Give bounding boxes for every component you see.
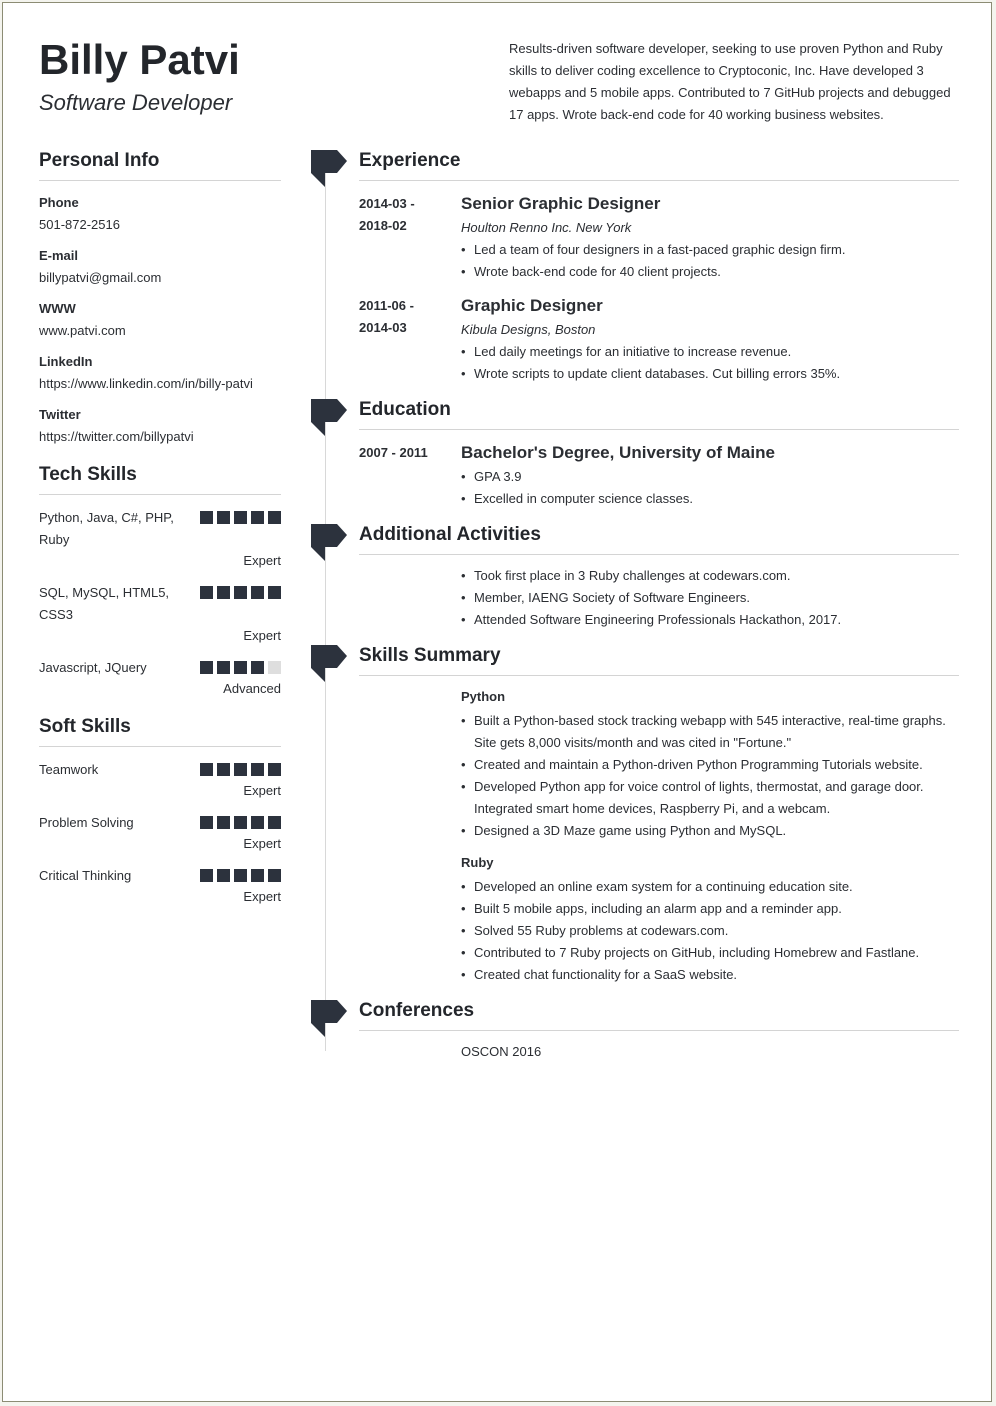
skill-level: Expert (243, 889, 281, 904)
skill-rating (200, 816, 281, 829)
skill-name: Python, Java, C#, PHP, Ruby (39, 510, 174, 547)
skill-name: Teamwork (39, 762, 99, 777)
soft-skills-heading: Soft Skills (39, 714, 281, 747)
skill-level: Expert (243, 553, 281, 568)
experience-section (359, 148, 959, 385)
bullet-item: • Took first place in 3 Ruby challenges at codewars.com. (461, 565, 959, 587)
conferences-heading: Conferences (359, 998, 959, 1031)
bullet-item: • Solved 55 Ruby problems at codewars.com. (461, 920, 959, 942)
skill-item (39, 582, 281, 645)
entry-company: Houlton Renno Inc. New York (461, 220, 632, 235)
rating-dot-filled (217, 586, 230, 599)
rating-dot-filled (251, 586, 264, 599)
soft-skills-section (39, 714, 281, 906)
entry-bullets (461, 341, 959, 385)
skill-rating (200, 586, 281, 599)
education-section (359, 397, 959, 510)
bullet-item: • Created and maintain a Python-driven Python Programming Tutorials website. (461, 754, 959, 776)
bullet-item: • Developed Python app for voice control of lights, thermostat, and garage door. Integrated smart home devices, Raspberry Pi, and a webcam. (461, 776, 959, 820)
rating-dot-filled (268, 763, 281, 776)
info-label: Twitter (39, 407, 81, 422)
info-label: Phone (39, 195, 79, 210)
rating-dot-empty (268, 661, 281, 674)
skill-name: Critical Thinking (39, 868, 132, 883)
skill-item (39, 657, 281, 698)
entry-title: Senior Graphic Designer (461, 194, 661, 213)
education-entry (359, 442, 959, 510)
rating-dot-filled (200, 763, 213, 776)
skill-item (39, 759, 281, 800)
info-label: LinkedIn (39, 354, 93, 369)
skill-rating (200, 869, 281, 882)
bullet-item: • Led daily meetings for an initiative to increase revenue. (461, 341, 959, 363)
info-item-twitter (39, 406, 281, 446)
skills-summary-section (359, 643, 959, 986)
bullet-item: • Built a Python-based stock tracking webapp with 545 interactive, real-time graphs. Site gets 8,000 visits/month and was cited in "Fortune." (461, 710, 959, 754)
linkedin-value: https://www.linkedin.com/in/billy-patvi (39, 376, 253, 391)
skill-name: SQL, MySQL, HTML5, CSS3 (39, 585, 170, 622)
entry-dates: 2011-06 - 2014-03 (359, 298, 414, 335)
info-label: E-mail (39, 248, 79, 263)
bullet-item: • Wrote back-end code for 40 client projects. (461, 261, 959, 283)
rating-dot-filled (200, 661, 213, 674)
entry-company: Kibula Designs, Boston (461, 322, 596, 337)
info-item-www (39, 300, 281, 340)
skill-level: Expert (243, 783, 281, 798)
info-item-email (39, 247, 281, 287)
rating-dot-filled (251, 661, 264, 674)
activities-heading: Additional Activities (359, 522, 959, 555)
rating-dot-filled (268, 511, 281, 524)
bullet-item: • Developed an online exam system for a continuing education site. (461, 876, 959, 898)
bullet-item: • Designed a 3D Maze game using Python and MySQL. (461, 820, 959, 842)
personal-info-section (39, 148, 281, 446)
section-flag-icon (311, 399, 347, 437)
job-title: Software Developer (39, 90, 233, 115)
rating-dot-filled (268, 816, 281, 829)
section-flag-icon (311, 1000, 347, 1038)
skill-rating (200, 763, 281, 776)
rating-dot-filled (200, 816, 213, 829)
rating-dot-filled (217, 763, 230, 776)
skill-group-bullets (461, 876, 959, 986)
entry-bullets (461, 239, 959, 283)
skill-name: Problem Solving (39, 815, 134, 830)
section-flag-icon (311, 645, 347, 683)
conferences-section (359, 998, 959, 1063)
bullet-item: • Excelled in computer science classes. (461, 488, 959, 510)
tech-skills-heading: Tech Skills (39, 462, 281, 495)
skill-item (39, 812, 281, 853)
rating-dot-filled (234, 816, 247, 829)
entry-dates: 2014-03 - 2018-02 (359, 196, 415, 233)
skill-rating (200, 511, 281, 524)
rating-dot-filled (217, 661, 230, 674)
experience-entry (359, 295, 959, 385)
rating-dot-filled (234, 763, 247, 776)
experience-heading: Experience (359, 148, 959, 181)
summary-paragraph: Results-driven software developer, seeking to use proven Python and Ruby skills to deliver coding excellence to Cryptoconic, Inc. Have developed 3 webapps and 5 mobile apps. Contributed to 7 GitHub projects and debugged 17 apps. Wrote back-end code for 40 working business websites. (509, 41, 951, 122)
rating-dot-filled (217, 511, 230, 524)
experience-entry (359, 193, 959, 283)
twitter-value: https://twitter.com/billypatvi (39, 429, 194, 444)
skill-item (39, 507, 281, 570)
candidate-name: Billy Patvi (39, 36, 240, 83)
info-item-phone (39, 194, 281, 234)
rating-dot-filled (217, 816, 230, 829)
entry-title: Bachelor's Degree, University of Maine (461, 443, 775, 462)
right-column (359, 148, 959, 1063)
bullet-item: • Attended Software Engineering Professionals Hackathon, 2017. (461, 609, 959, 631)
bullet-item: • GPA 3.9 (461, 466, 959, 488)
section-flag-icon (311, 524, 347, 562)
activities-section (359, 522, 959, 631)
skill-rating (200, 661, 281, 674)
bullet-item: • Led a team of four designers in a fast-paced graphic design firm. (461, 239, 959, 261)
section-flag-icon (311, 150, 347, 188)
rating-dot-filled (251, 511, 264, 524)
rating-dot-filled (217, 869, 230, 882)
rating-dot-filled (251, 869, 264, 882)
skill-level: Expert (243, 628, 281, 643)
skill-item (39, 865, 281, 906)
rating-dot-filled (234, 869, 247, 882)
education-heading: Education (359, 397, 959, 430)
left-column (39, 148, 281, 906)
bullet-item: • Contributed to 7 Ruby projects on GitHub, including Homebrew and Fastlane. (461, 942, 959, 964)
rating-dot-filled (234, 661, 247, 674)
rating-dot-filled (268, 869, 281, 882)
rating-dot-filled (234, 586, 247, 599)
website-value: www.patvi.com (39, 323, 126, 338)
resume-page (2, 2, 992, 1402)
skill-group-title: Ruby (461, 855, 494, 870)
bullet-item: • Member, IAENG Society of Software Engineers. (461, 587, 959, 609)
bullet-item: • Created chat functionality for a SaaS website. (461, 964, 959, 986)
entry-dates: 2007 - 2011 (359, 445, 428, 460)
rating-dot-filled (200, 586, 213, 599)
bullet-item: • Wrote scripts to update client databases. Cut billing errors 35%. (461, 363, 959, 385)
skill-level: Advanced (223, 681, 281, 696)
timeline-line (325, 171, 326, 1051)
rating-dot-filled (200, 511, 213, 524)
rating-dot-filled (234, 511, 247, 524)
info-label: WWW (39, 301, 76, 316)
skill-group-bullets (461, 710, 959, 842)
rating-dot-filled (268, 586, 281, 599)
skill-group-title: Python (461, 689, 506, 704)
email-value: billypatvi@gmail.com (39, 270, 162, 285)
skill-level: Expert (243, 836, 281, 851)
skills-summary-heading: Skills Summary (359, 643, 959, 676)
conference-item: OSCON 2016 (461, 1044, 542, 1059)
tech-skills-section (39, 462, 281, 698)
rating-dot-filled (200, 869, 213, 882)
skill-name: Javascript, JQuery (39, 660, 147, 675)
entry-bullets (461, 466, 959, 510)
info-item-linkedin (39, 353, 281, 393)
phone-value: 501-872-2516 (39, 217, 120, 232)
rating-dot-filled (251, 763, 264, 776)
personal-info-heading: Personal Info (39, 148, 281, 181)
activities-bullets (461, 565, 959, 631)
bullet-item: • Built 5 mobile apps, including an alarm app and a reminder app. (461, 898, 959, 920)
rating-dot-filled (251, 816, 264, 829)
entry-title: Graphic Designer (461, 296, 603, 315)
